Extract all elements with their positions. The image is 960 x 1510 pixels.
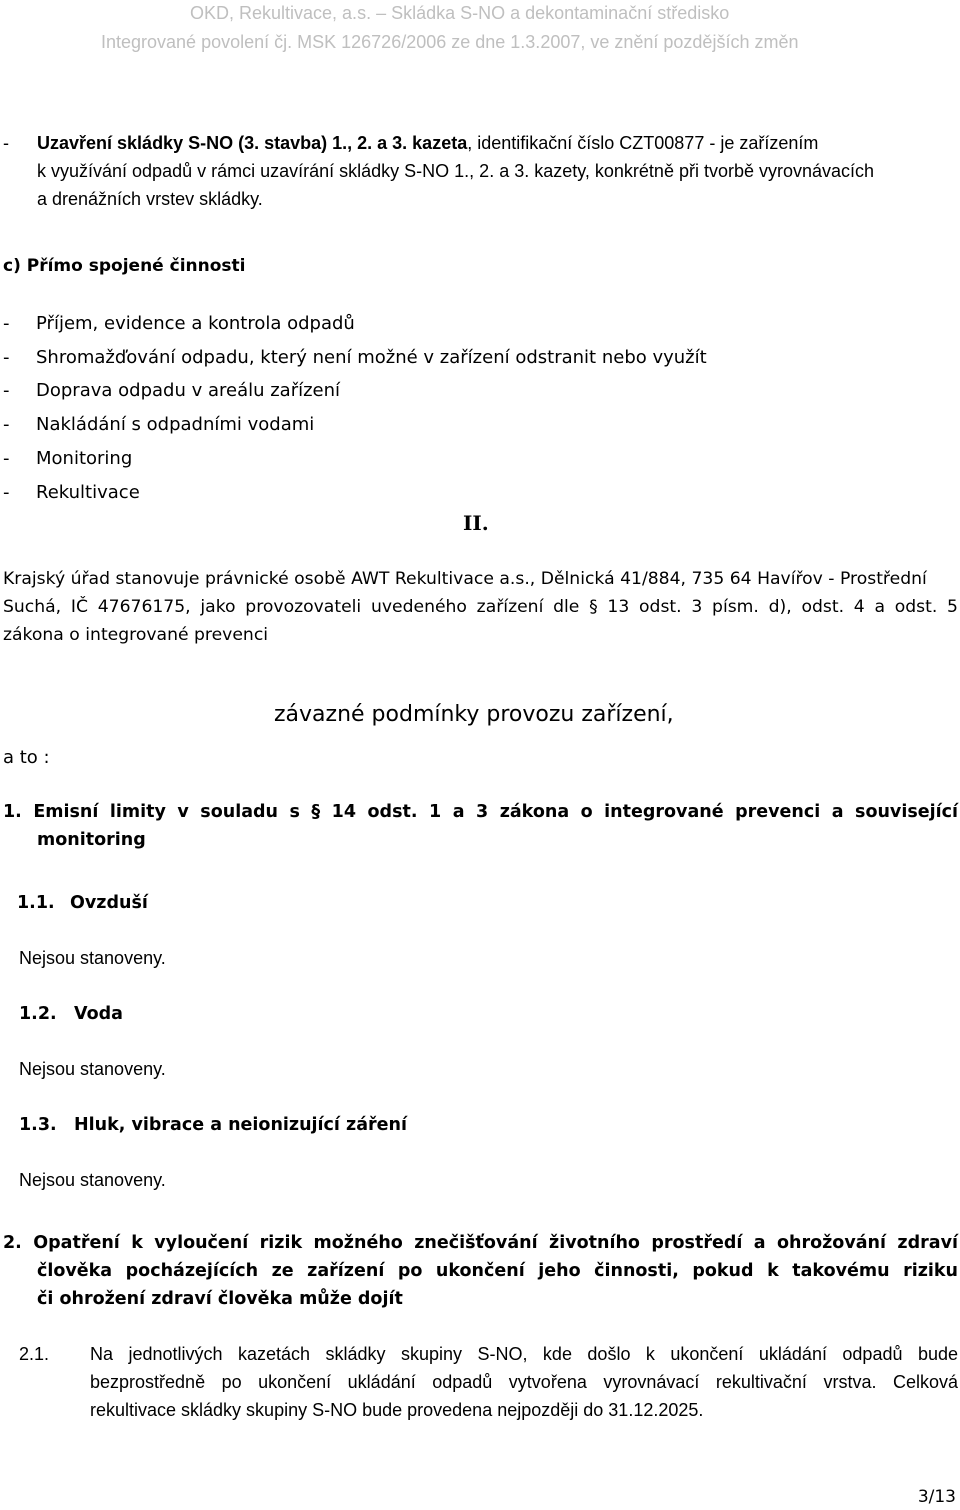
- section-2-line-3: či ohrožení zdraví člověka může dojít: [37, 1289, 403, 1309]
- subsection-title: Voda: [74, 1004, 123, 1024]
- section-2-line-2: člověka pocházejících ze zařízení po ukončení jeho činnosti, pokud k takovému riziku: [37, 1261, 958, 1281]
- section-c-item: - Monitoring: [3, 448, 133, 469]
- section-c-item-label: Příjem, evidence a kontrola odpadů: [36, 313, 355, 334]
- section-c-item-label: Nakládání s odpadními vodami: [36, 414, 315, 435]
- intro-line-1: [37, 133, 818, 154]
- intro-dash: -: [3, 133, 9, 153]
- authority-line-3: zákona o integrované prevenci: [3, 625, 269, 645]
- section-c-item-label: Monitoring: [36, 448, 133, 469]
- intro-bold-text: Uzavření skládky S-NO (3. stavba) 1., 2. a 3. kazeta: [37, 133, 468, 153]
- subsection-number: 1.1.: [17, 893, 55, 913]
- intro-line-1-rest: , identifikační číslo CZT00877 - je zařízením: [467, 133, 819, 153]
- subsection-title: Hluk, vibrace a neionizující záření: [74, 1115, 407, 1135]
- section-c-item: - Příjem, evidence a kontrola odpadů: [3, 313, 355, 334]
- item-2-1-number: 2.1.: [19, 1344, 50, 1364]
- section-c-title: c) Přímo spojené činnosti: [3, 256, 246, 276]
- subsection-body: Nejsou stanoveny.: [19, 948, 166, 968]
- item-2-1-line-2: bezprostředně po ukončení ukládání odpadů vytvořena vyrovnávací rekultivační vrstva. Celková: [90, 1372, 958, 1392]
- section-c-item-label: Shromažďování odpadu, který není možné v zařízení odstranit nebo využít: [36, 347, 707, 368]
- header-line-2: Integrované povolení čj. MSK 126726/2006 ze dne 1.3.2007, ve znění pozdějších změn: [101, 32, 799, 52]
- a-to-label: a to :: [3, 747, 50, 768]
- header-line-1: OKD, Rekultivace, a.s. – Skládka S-NO a dekontaminační středisko: [190, 3, 730, 23]
- subsection-body: Nejsou stanoveny.: [19, 1170, 166, 1190]
- section-1-line-1: 1. Emisní limity v souladu s § 14 odst. 1 a 3 zákona o integrované prevenci a související: [3, 802, 958, 822]
- subsection-body: Nejsou stanoveny.: [19, 1059, 166, 1079]
- section-c-item-label: Rekultivace: [36, 482, 140, 503]
- section-2-line-1: 2. Opatření k vyloučení rizik možného znečišťování životního prostředí a ohrožování zdraví: [3, 1233, 958, 1253]
- part-heading: II.: [463, 511, 489, 535]
- section-1-line-2: monitoring: [37, 830, 146, 850]
- subsection-title: Ovzduší: [70, 893, 148, 913]
- section-c-item: - Rekultivace: [3, 482, 140, 503]
- subsection-heading: [19, 1115, 407, 1135]
- intro-line-3: a drenážních vrstev skládky.: [37, 189, 263, 209]
- authority-line-1: Krajský úřad stanovuje právnické osobě AWT Rekultivace a.s., Dělnická 41/884, 735 64 Havířov - Prostřední: [3, 569, 927, 589]
- page-number: 3/13: [917, 1487, 956, 1507]
- section-c-item: - Nakládání s odpadními vodami: [3, 414, 315, 435]
- section-c-item: - Shromažďování odpadu, který není možné v zařízení odstranit nebo využít: [3, 347, 707, 368]
- section-c-item-label: Doprava odpadu v areálu zařízení: [36, 380, 341, 401]
- subsection-number: 1.3.: [19, 1115, 57, 1135]
- subsection-heading: [19, 1004, 123, 1024]
- authority-line-2: Suchá, IČ 47676175, jako provozovateli uvedeného zařízení dle § 13 odst. 3 písm. d), odst. 4 a odst. 5: [3, 597, 958, 617]
- item-2-1-line-3: rekultivace skládky skupiny S-NO bude provedena nejpozději do 31.12.2025.: [90, 1400, 704, 1420]
- subsection-heading: [17, 893, 148, 913]
- intro-line-2: k využívání odpadů v rámci uzavírání skládky S-NO 1., 2. a 3. kazety, konkrétně při tvorbě vyrovnávacích: [37, 161, 875, 181]
- subsection-number: 1.2.: [19, 1004, 57, 1024]
- item-2-1-line-1: Na jednotlivých kazetách skládky skupiny S-NO, kde došlo k ukončení ukládání odpadů bude: [90, 1344, 958, 1364]
- section-c-item: - Doprava odpadu v areálu zařízení: [3, 380, 341, 401]
- conditions-title: závazné podmínky provozu zařízení,: [274, 702, 674, 727]
